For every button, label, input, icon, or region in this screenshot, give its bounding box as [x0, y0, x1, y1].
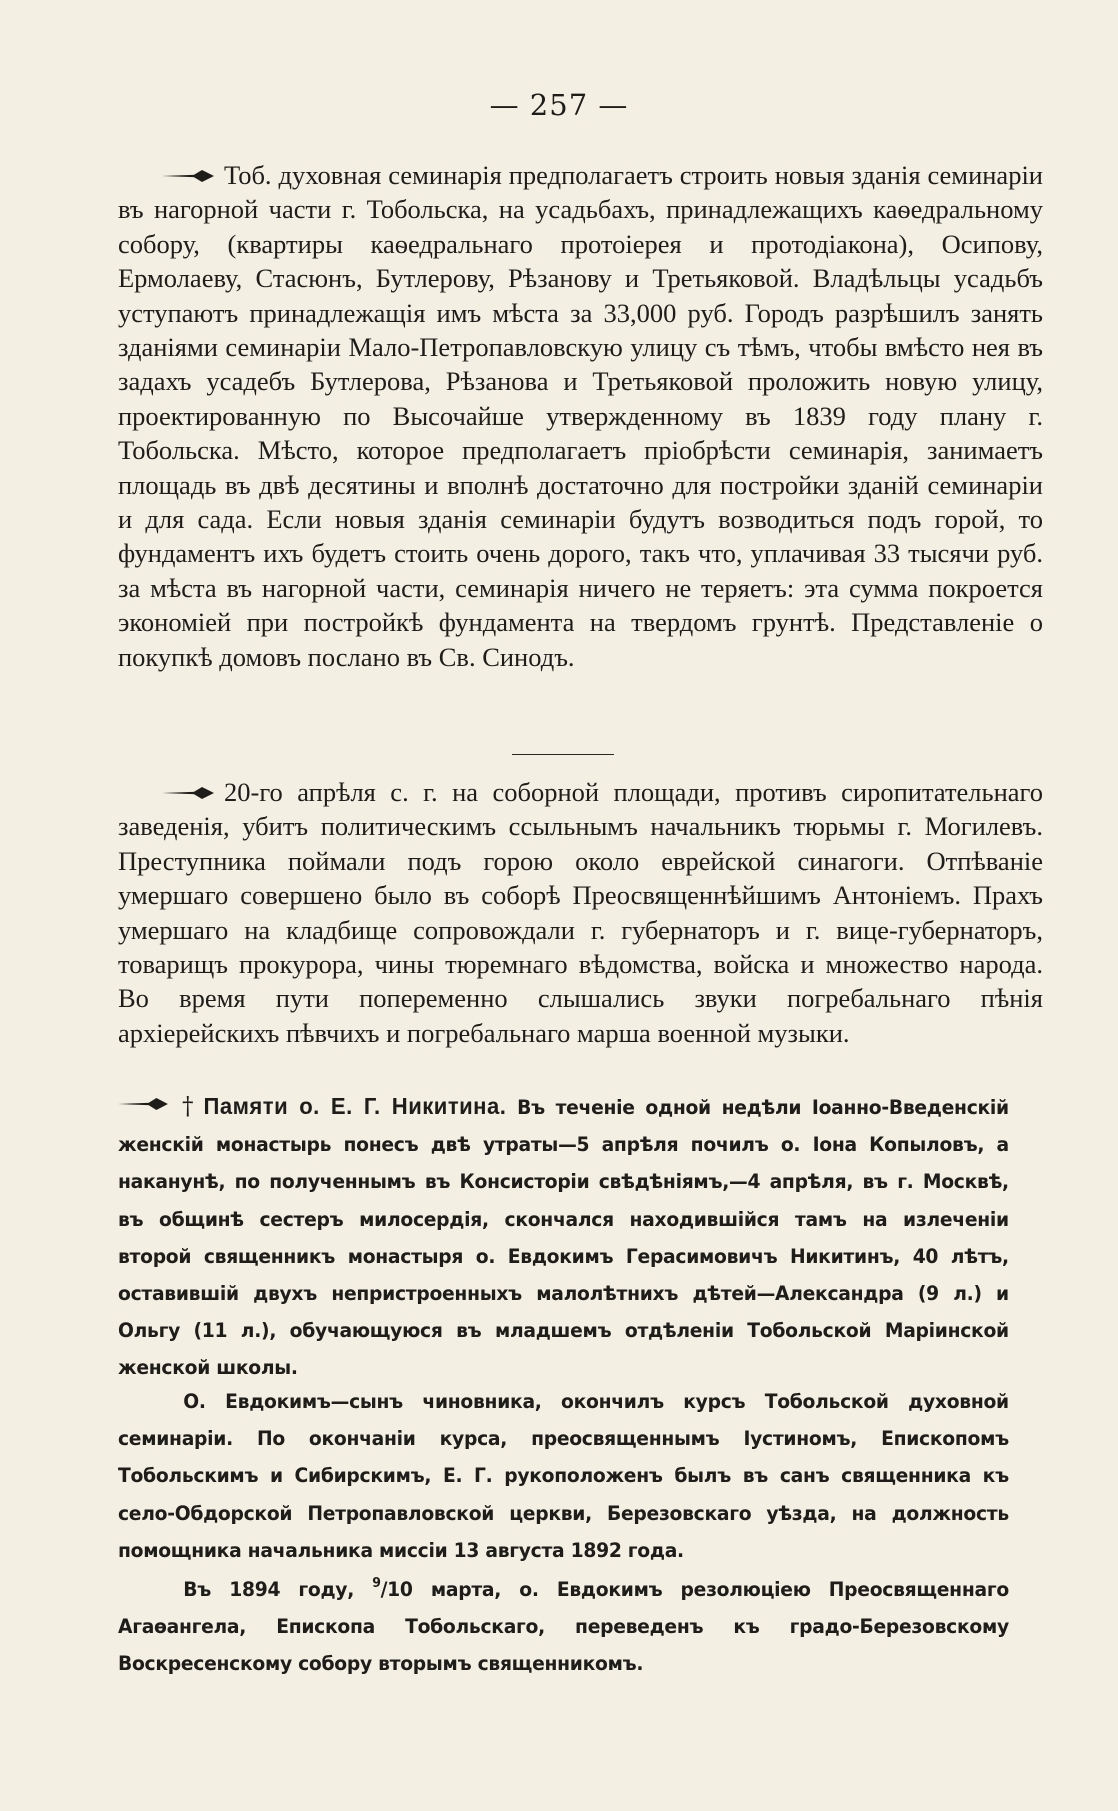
news-item-murder	[118, 775, 1043, 1050]
news-text: 20-го апрѣля с. г. на соборной площади, противъ сиропитательнаго заведенія, убитъ политическимъ ссыльнымъ начальникъ тюрьмы г. Могилевъ. Преступника поймали подъ горою около еврейской синагоги. Отпѣваніе умершаго совершено было въ соборѣ Преосвященнѣйшимъ Антоніемъ. Прахъ умершаго на кладбище сопровождали г. губернаторъ и г. вице-губернаторъ, товарищъ прокурора, чины тюремнаго вѣдомства, войска и множество народа. Во время пути попеременно слышались звуки погребальнаго пѣнія архіерейскихъ пѣвчихъ и погребальнаго марша военной музыки.	[118, 777, 1043, 1048]
section-divider	[512, 754, 614, 755]
pointing-hand-icon	[118, 1087, 168, 1124]
pointing-hand-icon	[140, 158, 214, 192]
cross-symbol: †	[177, 1092, 198, 1120]
obituary-text: марта, о. Евдокимъ резолюціею Преосвященнаго Агаѳангела, Епископа Тобольскаго, переведенъ къ градо-Березовскому Воскресенскому собору вторымъ священникомъ.	[118, 1578, 1009, 1676]
obituary-text: О. Евдокимъ—сынъ чиновника, окончилъ курсъ Тобольской духовной семинаріи. По окончаніи курса, преосвященнымъ Іустиномъ, Епископомъ Тобольскимъ и Сибирскимъ, Е. Г. рукоположенъ былъ въ санъ священника къ село-Обдорской Петропавловской церкви, Березовскаго уѣзда, на должность помощника начальника миссіи 13 августа 1892 года.	[118, 1390, 1009, 1562]
obituary-paragraph	[118, 1565, 1009, 1683]
date-day: 9	[372, 1576, 381, 1591]
pointing-hand-icon	[140, 775, 214, 809]
news-text: Тоб. духовная семинарія предполагаетъ строить новыя зданія семинаріи въ нагорной части г. Тобольска, на усадьбахъ, принадлежащихъ каѳедральному собору, (квартиры каѳедральнаго протоіерея и протодіакона), Осипову, Ермолаеву, Стасюнъ, Бутлерову, Рѣзанову и Третьяковой. Владѣльцы усадьбъ уступаютъ принадлежащія имъ мѣста за 33,000 руб. Городъ разрѣшилъ занять зданіями семинаріи Мало-Петропавловскую улицу съ тѣмъ, чтобы вмѣсто нея въ задахъ усадебъ Бутлерова, Рѣзанова и Третьяковой проложить новую улицу, проектированную по Высочайше утвержденному въ 1839 году плану г. Тобольска. Мѣсто, которое предполагаетъ пріобрѣсти семинарія, занимаетъ площадь въ двѣ десятины и вполнѣ достаточно для постройки зданій семинаріи и для сада. Если новыя зданія семинаріи будутъ возводиться подъ горой, то фундаментъ ихъ будетъ стоить очень дорого, такъ что, уплачивая 33 тысячи руб. за мѣста въ нагорной части, семинарія ничего не теряетъ: эта сумма покроется экономіей при постройкѣ фундамента на твердомъ грунтѣ. Представленіе о покупкѣ домовъ послано въ Св. Синодъ.	[118, 160, 1043, 672]
page-number: — 257 —	[489, 88, 629, 122]
obituary-text: Въ теченіе одной недѣли Іоанно-Введенскій женскій монастырь понесъ двѣ утраты—5 апрѣля почилъ о. Іона Копыловъ, а наканунѣ, по полученнымъ въ Консисторіи свѣдѣніямъ,—4 апрѣля, въ г. Москвѣ, въ общинѣ сестеръ милосердія, скончался находившійся тамъ на излеченіи второй священникъ монастыря о. Евдокимъ Герасимовичъ Никитинъ, 40 лѣтъ, оставившій двухъ непристроенныхъ малолѣтнихъ дѣтей—Александра (9 л.) и Ольгу (11 л.), обучающуюся въ младшемъ отдѣленіи Тобольской Маріинской женской школы.	[118, 1096, 1009, 1380]
obituary-text: Въ 1894 году,	[183, 1578, 355, 1601]
obituary-title: Памяти о. Е. Г. Никитина.	[203, 1093, 507, 1119]
date-old-style: /10	[380, 1578, 413, 1601]
news-item-seminary	[118, 158, 1043, 674]
obituary-paragraph	[118, 1088, 1009, 1387]
obituary-paragraph	[118, 1383, 1009, 1569]
